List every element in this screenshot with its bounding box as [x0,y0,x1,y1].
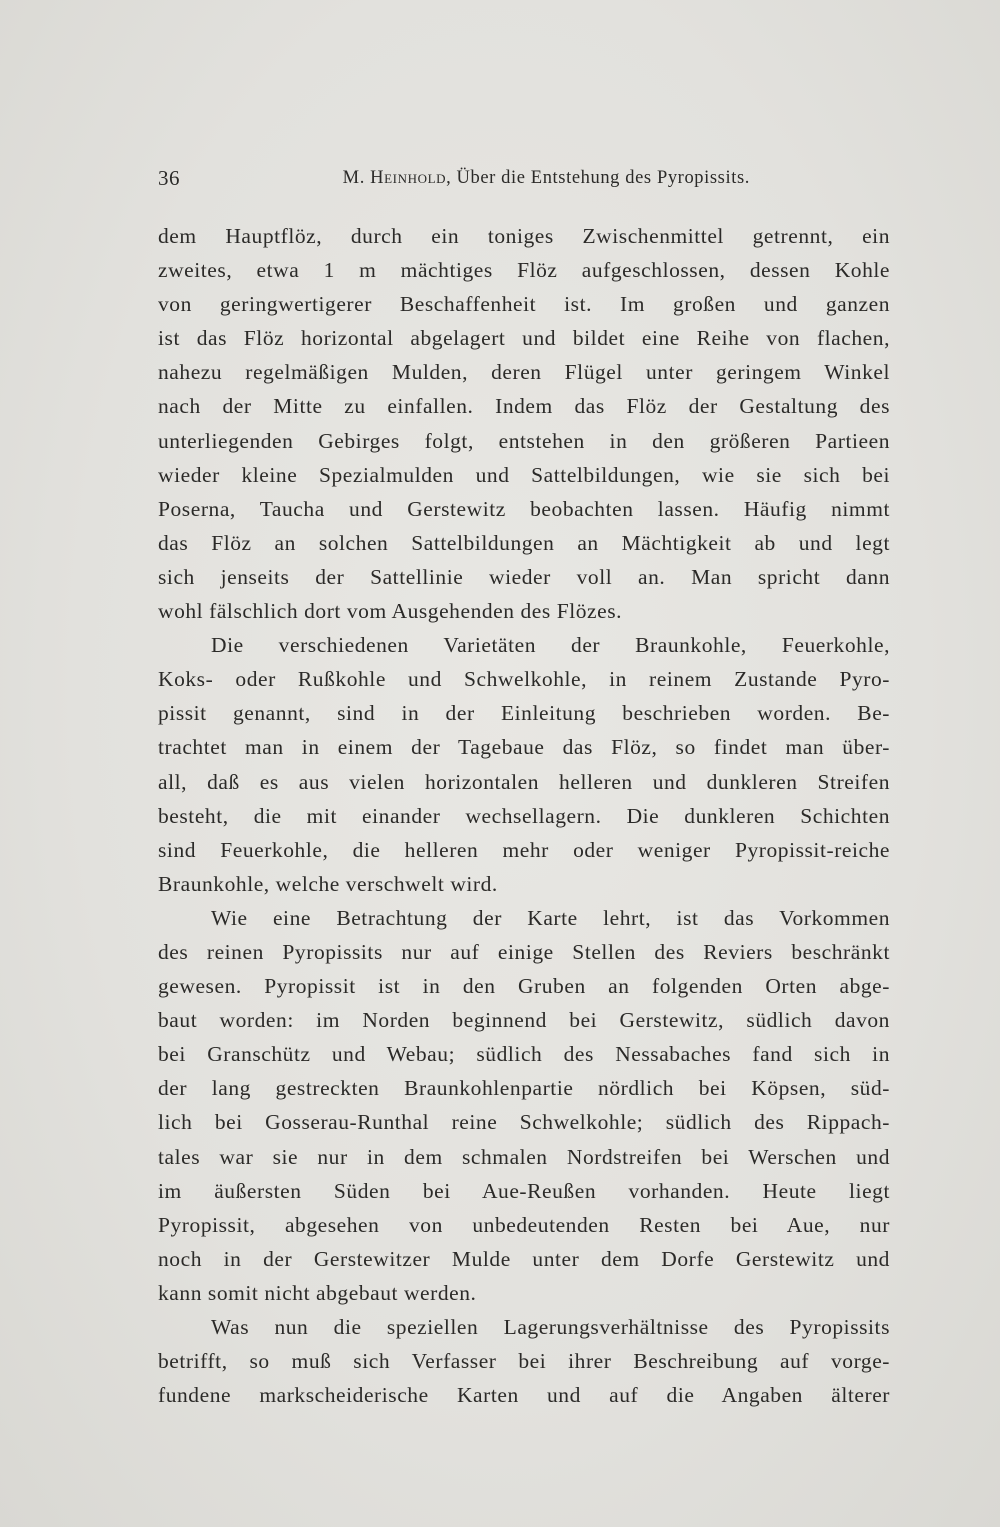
body-text [158,219,890,1412]
text-line: Poserna, Taucha und Gerstewitz beobachten lassen. Häufig nimmt [158,496,890,521]
text-line: wieder kleine Spezialmulden und Sattelbildungen, wie sie sich bei [158,462,890,487]
text-line: fundene markscheiderische Karten und auf die Angaben älterer [158,1383,890,1408]
text-line: unterliegenden Gebirges folgt, entstehen in den größeren Partieen [158,428,890,453]
text-line: gewesen. Pyropissit ist in den Gruben an folgenden Orten abge- [158,974,890,999]
running-title [343,168,750,189]
text-line: von geringwertigerer Beschaffenheit ist. Im großen und ganzen [158,292,890,317]
text-line: Koks- oder Rußkohle und Schwelkohle, in reinem Zustande Pyro- [158,667,890,692]
text-line: bei Granschütz und Webau; südlich des Nessabaches fand sich in [158,1042,890,1067]
text-line: baut worden: im Norden beginnend bei Gerstewitz, südlich davon [158,1008,890,1033]
text-line: kann somit nicht abgebaut werden. [158,1280,477,1305]
text-line: ist das Flöz horizontal abgelagert und bildet eine Reihe von flachen, [158,326,890,351]
text-line: tales war sie nur in dem schmalen Nordstreifen bei Werschen und [158,1144,890,1169]
text-line: nahezu regelmäßigen Mulden, deren Flügel unter geringem Winkel [158,360,890,385]
text-line: Was nun die speziellen Lagerungsverhältnisse des Pyropissits [211,1315,890,1339]
text-line: sich jenseits der Sattellinie wieder voll an. Man spricht dann [158,564,890,589]
text-line: all, daß es aus vielen horizontalen helleren und dunkleren Streifen [158,769,890,794]
paragraph [158,901,890,1310]
text-line: betrifft, so muß sich Verfasser bei ihrer Beschreibung auf vorge- [158,1349,890,1374]
text-line: des reinen Pyropissits nur auf einige Stellen des Reviers beschränkt [158,939,890,964]
text-line: noch in der Gerstewitzer Mulde unter dem Dorfe Gerstewitz und [158,1246,890,1271]
title-rest: , Über die Entstehung des Pyropissits. [446,168,750,188]
text-line: pissit genannt, sind in der Einleitung beschrieben worden. Be- [158,701,890,726]
text-line: dem Hauptflöz, durch ein toniges Zwischenmittel getrennt, ein [158,224,890,248]
paragraph [158,219,890,628]
text-line: sind Feuerkohle, die helleren mehr oder weniger Pyropissit-reiche [158,837,890,862]
text-line: nach der Mitte zu einfallen. Indem das Flöz der Gestaltung des [158,394,890,419]
text-line: der lang gestreckten Braunkohlenpartie nördlich bei Köpsen, süd- [158,1076,890,1101]
paragraph [158,628,890,901]
text-line: lich bei Gosserau-Runthal reine Schwelkohle; südlich des Rippach- [158,1110,890,1135]
text-line: trachtet man in einem der Tagebaue das Flöz, so findet man über- [158,735,890,760]
text-line: besteht, die mit einander wechsellagern. Die dunkleren Schichten [158,803,890,828]
author-prefix: M. [342,168,371,188]
text-line: zweites, etwa 1 m mächtiges Flöz aufgeschlossen, dessen Kohle [158,258,890,283]
text-line: Die verschiedenen Varietäten der Braunkohle, Feuerkohle, [211,633,890,658]
paragraph [158,1310,890,1412]
page-number: 36 [158,166,180,190]
text-line: das Flöz an solchen Sattelbildungen an Mächtigkeit ab und legt [158,530,890,555]
text-line: Pyropissit, abgesehen von unbedeutenden Resten bei Aue, nur [158,1212,890,1237]
text-line: Wie eine Betrachtung der Karte lehrt, ist das Vorkommen [211,905,890,930]
running-header [158,166,892,196]
author-name: Heinhold [370,168,447,188]
text-line: Braunkohle, welche verschwelt wird. [158,871,498,896]
text-line: im äußersten Süden bei Aue-Reußen vorhanden. Heute liegt [158,1178,890,1203]
text-line: wohl fälschlich dort vom Ausgehenden des Flözes. [158,599,623,624]
